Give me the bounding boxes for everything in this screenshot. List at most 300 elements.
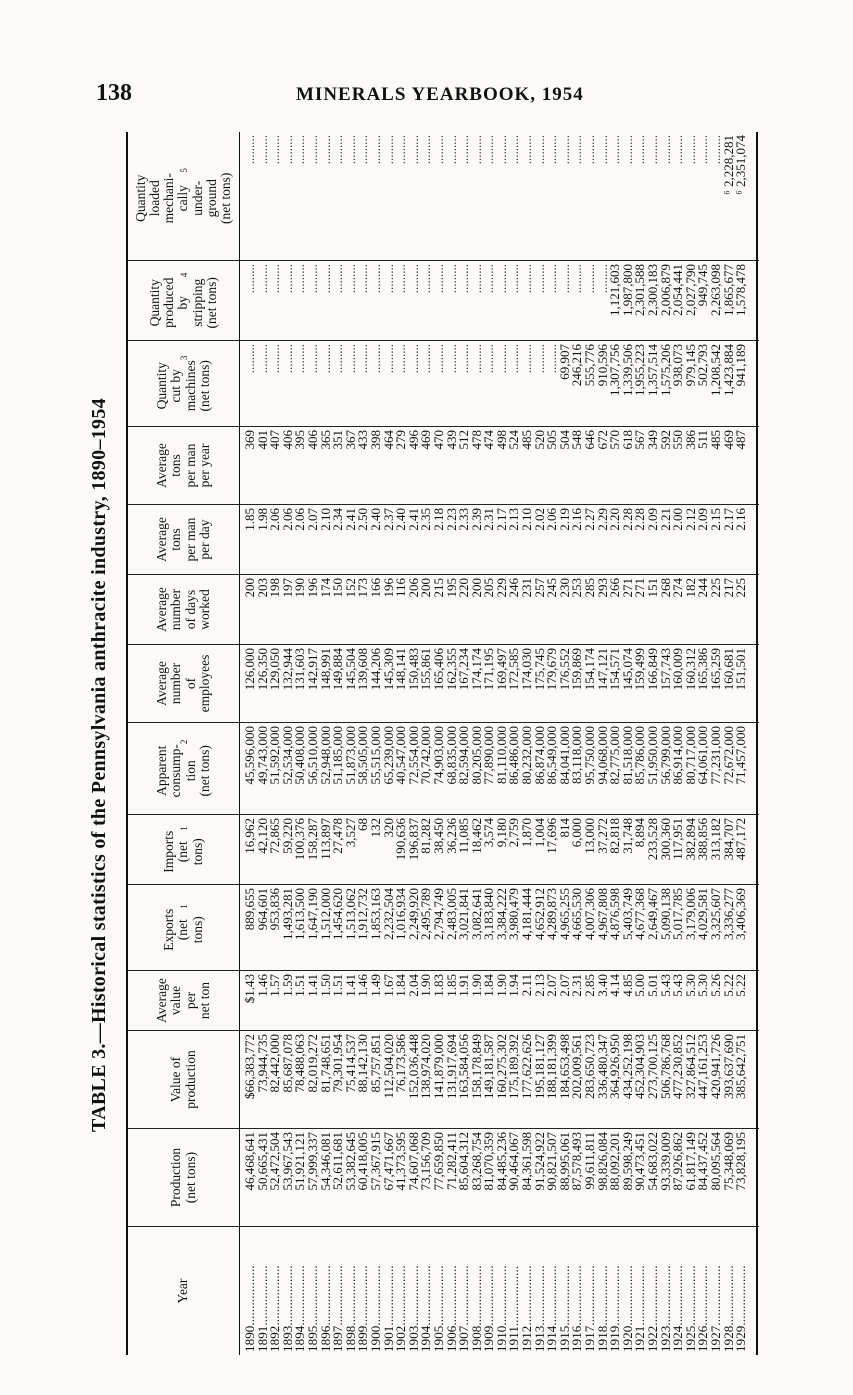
table-cell: 84,437,452 bbox=[695, 1132, 711, 1191]
table-cell: 1.90 bbox=[468, 974, 484, 997]
table-cell: 81,518,000 bbox=[619, 726, 635, 785]
table-cell: 166,849 bbox=[645, 648, 660, 691]
table-cell: 2.09 bbox=[645, 508, 660, 531]
table-cell: 73,156,709 bbox=[418, 1132, 434, 1191]
table-cell: 158,178,849 bbox=[468, 1034, 484, 1099]
table-cell: 50,665,431 bbox=[254, 1132, 270, 1191]
table-cell: 2.06 bbox=[267, 508, 283, 531]
table-cell: 196 bbox=[380, 578, 396, 598]
table-cell: ......... bbox=[418, 135, 434, 165]
table-cell: 154,174 bbox=[582, 648, 598, 691]
table-cell: 384,707 bbox=[720, 818, 736, 861]
table-cell: 2.29 bbox=[594, 508, 610, 531]
table-cell: 205 bbox=[481, 578, 497, 598]
table-cell: ......... bbox=[393, 135, 409, 165]
table-cell: 2.00 bbox=[670, 508, 686, 531]
table-cell: 253 bbox=[569, 578, 585, 598]
table-cell: 447,161,253 bbox=[695, 1034, 711, 1099]
table-cell: ......... bbox=[355, 264, 371, 294]
table-cell: ......... bbox=[582, 264, 598, 294]
table-cell: 77,659,850 bbox=[430, 1132, 446, 1191]
table-cell: 388,856 bbox=[695, 818, 711, 861]
table-cell: 80,095,564 bbox=[707, 1132, 723, 1191]
column-header-label: Quantity loaded mechani- cally under- ground (net tons) bbox=[132, 172, 233, 224]
table-cell: 4,677,368 bbox=[632, 888, 648, 940]
column-header bbox=[128, 575, 239, 645]
table-cell: 2.23 bbox=[443, 508, 459, 531]
table-cell: 116 bbox=[393, 578, 409, 598]
table-cell: ......... bbox=[267, 135, 283, 165]
column-header-label: Average tons per man per day bbox=[154, 517, 212, 562]
table-cell: 90,464,067 bbox=[506, 1132, 522, 1191]
table-cell: 93,339,009 bbox=[657, 1132, 673, 1191]
table-cell: ......... bbox=[519, 344, 535, 374]
table-cell: ......... bbox=[380, 264, 396, 294]
year-cell: 1896.................. bbox=[317, 1265, 333, 1352]
table-cell: ......... bbox=[405, 264, 421, 294]
table-cell: 174 bbox=[317, 578, 333, 598]
table-cell: 60,418,005 bbox=[355, 1132, 371, 1191]
column-header: Apparent consump- tion (net tons) 2 bbox=[128, 723, 239, 815]
year-cell: 1890.................. bbox=[242, 1265, 257, 1352]
table-cell: 283,650,723 bbox=[582, 1034, 598, 1099]
table-cell: 85,757,851 bbox=[367, 1034, 383, 1093]
table-cell: 175,745 bbox=[531, 648, 547, 691]
table-cell: 165,406 bbox=[430, 648, 446, 691]
table-cell: 406 bbox=[279, 430, 295, 450]
table-column bbox=[240, 427, 759, 505]
table-cell: 1.98 bbox=[254, 508, 270, 531]
table-cell: ......... bbox=[317, 135, 333, 165]
table-cell: 13,000 bbox=[582, 818, 598, 854]
year-cell: 1891.................. bbox=[254, 1265, 270, 1352]
table-cell: 1.67 bbox=[380, 974, 396, 997]
table-cell: 1,987,800 bbox=[619, 264, 635, 316]
table-cell: 2.17 bbox=[493, 508, 509, 531]
table-cell: 131,917,694 bbox=[443, 1034, 459, 1099]
table-cell: 165,259 bbox=[707, 648, 723, 691]
table-cell: 167,234 bbox=[456, 648, 472, 691]
table-cell: 1,423,884 bbox=[720, 344, 736, 396]
year-cell: 1920.................. bbox=[619, 1265, 635, 1352]
table-cell: ......... bbox=[481, 344, 497, 374]
table-cell: 567 bbox=[632, 430, 648, 450]
table-cell: 52,948,000 bbox=[317, 726, 333, 785]
table-cell: 71,282,411 bbox=[443, 1132, 459, 1191]
year-cell: 1921.................. bbox=[632, 1265, 648, 1352]
table-cell: 2.37 bbox=[380, 508, 396, 531]
table-cell: 2.31 bbox=[569, 974, 585, 997]
table-cell: ......... bbox=[292, 264, 308, 294]
table-cell: ......... bbox=[292, 344, 308, 374]
table-cell: 434,252,198 bbox=[619, 1034, 635, 1099]
table-cell: ......... bbox=[506, 135, 522, 165]
table-cell: 1,870 bbox=[519, 818, 535, 848]
table-cell: 151,501 bbox=[733, 648, 749, 691]
table-cell: ......... bbox=[468, 344, 484, 374]
table-cell: 54,683,022 bbox=[645, 1132, 660, 1191]
column-header: Imports (net tons) 1 bbox=[128, 815, 239, 885]
table-cell: 88,995,061 bbox=[556, 1132, 572, 1191]
table-cell: ......... bbox=[393, 264, 409, 294]
table-cell: 77,890,000 bbox=[481, 726, 497, 785]
table-cell: 145,074 bbox=[619, 648, 635, 691]
table-cell: 2.21 bbox=[657, 508, 673, 531]
table-cell: ......... bbox=[519, 135, 535, 165]
table-cell: 550 bbox=[670, 430, 686, 450]
table-cell: 184,653,498 bbox=[556, 1034, 572, 1099]
table-cell: 3,574 bbox=[481, 818, 497, 848]
table-cell: ......... bbox=[367, 135, 383, 165]
table-cell: 144,206 bbox=[367, 648, 383, 691]
table-cell: 3,384,222 bbox=[493, 888, 509, 940]
table-cell: 1,307,756 bbox=[607, 344, 623, 396]
table-cell: ......... bbox=[267, 264, 283, 294]
table-cell: ......... bbox=[594, 135, 610, 165]
year-cell: 1895.................. bbox=[304, 1265, 320, 1352]
table-cell: 5,090,138 bbox=[657, 888, 673, 940]
table-cell: ......... bbox=[632, 135, 648, 165]
table-cell: 941,189 bbox=[733, 344, 749, 387]
table-cell: ......... bbox=[342, 264, 358, 294]
table-cell: 73,944,735 bbox=[254, 1034, 270, 1093]
table-cell: ......... bbox=[468, 264, 484, 294]
table-cell: ......... bbox=[707, 135, 723, 165]
table-cell: 61,817,149 bbox=[682, 1132, 698, 1191]
table-cell: 401 bbox=[254, 430, 270, 450]
table-cell: 51,873,000 bbox=[342, 726, 358, 785]
table-cell: ......... bbox=[519, 264, 535, 294]
table-cell: 72,672,000 bbox=[720, 726, 736, 785]
table-cell: 979,145 bbox=[682, 344, 698, 387]
table-cell: 84,041,000 bbox=[556, 726, 572, 785]
table-column bbox=[240, 261, 759, 341]
table-cell: 313,182 bbox=[707, 818, 723, 861]
table-cell: ......... bbox=[657, 135, 673, 165]
table-cell: 524 bbox=[506, 430, 522, 450]
table-cell: 266 bbox=[607, 578, 623, 598]
table-cell: 327,864,512 bbox=[682, 1034, 698, 1099]
table-cell: 1.50 bbox=[317, 974, 333, 997]
table-cell: 160,275,302 bbox=[493, 1034, 509, 1099]
table-cell: 367 bbox=[342, 430, 358, 450]
table-cell: 203 bbox=[254, 578, 270, 598]
table-column bbox=[240, 575, 759, 645]
table-cell: $66,383,772 bbox=[242, 1034, 257, 1099]
table-cell: 478 bbox=[468, 430, 484, 450]
table-cell: 4,652,912 bbox=[531, 888, 547, 940]
table-cell: 177,622,626 bbox=[519, 1034, 535, 1099]
table-cell: 200 bbox=[242, 578, 257, 598]
table-cell: ......... bbox=[279, 264, 295, 294]
table-cell: 2,759 bbox=[506, 818, 522, 848]
table-cell: 142,917 bbox=[304, 648, 320, 691]
table-cell: 464 bbox=[380, 430, 396, 450]
table-cell: 496 bbox=[405, 430, 421, 450]
table-cell: 4,665,530 bbox=[569, 888, 585, 940]
table-cell: 2.27 bbox=[582, 508, 598, 531]
table-cell: 949,745 bbox=[695, 264, 711, 307]
year-cell: 1919.................. bbox=[607, 1265, 623, 1352]
year-cell: 1911.................. bbox=[506, 1265, 522, 1352]
column-header-label: Quantity produced by stripping (net tons) bbox=[147, 277, 219, 329]
table-cell: 5.43 bbox=[670, 974, 686, 997]
table-cell: 2.12 bbox=[682, 508, 698, 531]
table-cell: 87,926,862 bbox=[670, 1132, 686, 1191]
table-cell: 2.16 bbox=[569, 508, 585, 531]
table-cell: 1,513,062 bbox=[342, 888, 358, 940]
year-cell: 1899.................. bbox=[355, 1265, 371, 1352]
table-cell: 452,304,903 bbox=[632, 1034, 648, 1099]
table-cell: 46,468,641 bbox=[242, 1132, 257, 1191]
table-cell: 68 bbox=[355, 818, 371, 831]
table-cell: 382,894 bbox=[682, 818, 698, 861]
table-cell: 141,879,000 bbox=[430, 1034, 446, 1099]
table-cell: 86,914,000 bbox=[670, 726, 686, 785]
table-cell: 406 bbox=[304, 430, 320, 450]
year-cell: 1893.................. bbox=[279, 1265, 295, 1352]
table-cell: 5.43 bbox=[657, 974, 673, 997]
table-cell: ......... bbox=[304, 344, 320, 374]
table-cell: 1.41 bbox=[342, 974, 358, 997]
table-cell: 5.00 bbox=[632, 974, 648, 997]
table-cell: 78,488,063 bbox=[292, 1034, 308, 1093]
table-cell: 511 bbox=[695, 430, 711, 450]
table-cell: 42,120 bbox=[254, 818, 270, 854]
table-cell: 386 bbox=[682, 430, 698, 450]
column-header-label: Value of production bbox=[168, 1050, 198, 1109]
table-cell: 433 bbox=[355, 430, 371, 450]
table-cell: 159,869 bbox=[569, 648, 585, 691]
table-cell: 1,578,478 bbox=[733, 264, 749, 316]
table-cell: 246,216 bbox=[569, 344, 585, 387]
year-cell: 1923.................. bbox=[657, 1265, 673, 1352]
table-cell: 91,524,922 bbox=[531, 1132, 547, 1191]
table-cell: 469 bbox=[720, 430, 736, 450]
table-cell: 80,717,000 bbox=[682, 726, 698, 785]
year-cell: 1906.................. bbox=[443, 1265, 459, 1352]
table-cell: 85,604,312 bbox=[456, 1132, 472, 1191]
table-cell: ......... bbox=[443, 344, 459, 374]
column-header-label: Quantity cut by machines (net tons) bbox=[154, 360, 212, 412]
table-cell: 2.02 bbox=[531, 508, 547, 531]
table-cell: 88,142,130 bbox=[355, 1034, 371, 1093]
table-cell: 244 bbox=[695, 578, 711, 598]
table-cell: 74,607,068 bbox=[405, 1132, 421, 1191]
table-cell: 198 bbox=[267, 578, 283, 598]
table-cell: 5.22 bbox=[733, 974, 749, 997]
table-cell: 2,300,183 bbox=[645, 264, 660, 316]
table-cell: 132 bbox=[367, 818, 383, 838]
table-cell: ⁶ 2,351,074 bbox=[733, 135, 749, 195]
table-cell: 31,748 bbox=[619, 818, 635, 854]
table-cell: 5.30 bbox=[695, 974, 711, 997]
table-cell: 160,009 bbox=[670, 648, 686, 691]
table-cell: 40,547,000 bbox=[393, 726, 409, 785]
table-cell: 2,232,504 bbox=[380, 888, 396, 940]
table-cell: 72,554,000 bbox=[405, 726, 421, 785]
table-cell: 55,515,000 bbox=[367, 726, 383, 785]
year-cell: 1913.................. bbox=[531, 1265, 547, 1352]
table-cell: 200 bbox=[468, 578, 484, 598]
table-cell: 1.90 bbox=[418, 974, 434, 997]
table-cell: ......... bbox=[418, 344, 434, 374]
table-cell: ......... bbox=[544, 135, 560, 165]
year-cell: 1926.................. bbox=[695, 1265, 711, 1352]
table-cell: 2.10 bbox=[317, 508, 333, 531]
table-cell: 38,450 bbox=[430, 818, 446, 854]
table-cell: ......... bbox=[355, 135, 371, 165]
table-column bbox=[240, 132, 759, 261]
table-cell: 229 bbox=[493, 578, 509, 598]
table-cell: 131,603 bbox=[292, 648, 308, 691]
year-cell: 1901.................. bbox=[380, 1265, 396, 1352]
table-cell: ......... bbox=[242, 264, 257, 294]
table-cell: 349 bbox=[645, 430, 660, 450]
table-cell: 385,642,751 bbox=[733, 1034, 749, 1099]
table-cell: 147,121 bbox=[594, 648, 610, 691]
table-cell: 75,414,537 bbox=[342, 1034, 358, 1093]
year-cell: 1907.................. bbox=[456, 1265, 472, 1352]
table-cell: 151 bbox=[645, 578, 660, 598]
table-cell: ......... bbox=[242, 344, 257, 374]
table-cell: 2.07 bbox=[304, 508, 320, 531]
table-cell: ......... bbox=[493, 135, 509, 165]
table-cell: ......... bbox=[254, 135, 270, 165]
table-cell: 149,884 bbox=[330, 648, 346, 691]
statistics-table bbox=[126, 132, 759, 1355]
table-cell: 159,499 bbox=[632, 648, 648, 691]
table-cell: 1,454,620 bbox=[330, 888, 346, 940]
table-cell: 80,205,000 bbox=[468, 726, 484, 785]
table-cell: 548 bbox=[569, 430, 585, 450]
page-number: 138 bbox=[96, 80, 132, 106]
table-cell: 889,655 bbox=[242, 888, 257, 931]
table-cell: 3,406,369 bbox=[733, 888, 749, 940]
table-cell: 57,367,915 bbox=[367, 1132, 383, 1191]
table-cell: 279 bbox=[393, 430, 409, 450]
year-cell: 1905.................. bbox=[430, 1265, 446, 1352]
table-cell: 2.07 bbox=[556, 974, 572, 997]
table-cell: 477,230,852 bbox=[670, 1034, 686, 1099]
table-cell: 17,696 bbox=[544, 818, 560, 854]
table-cell: 75,348,069 bbox=[720, 1132, 736, 1191]
table-cell: 2,301,588 bbox=[632, 264, 648, 316]
table-cell: 87,578,493 bbox=[569, 1132, 585, 1191]
table-cell: 4,029,581 bbox=[695, 888, 711, 940]
table-cell: ......... bbox=[367, 344, 383, 374]
table-cell: 498 bbox=[493, 430, 509, 450]
table-cell: 1.84 bbox=[393, 974, 409, 997]
year-cell: 1924.................. bbox=[670, 1265, 686, 1352]
table-cell: 268 bbox=[657, 578, 673, 598]
table-cell: 165,386 bbox=[695, 648, 711, 691]
table-cell: 505 bbox=[544, 430, 560, 450]
table-cell: ......... bbox=[254, 264, 270, 294]
table-cell: 485 bbox=[707, 430, 723, 450]
table-cell: 1,955,223 bbox=[632, 344, 648, 396]
table-cell: 814 bbox=[556, 818, 572, 838]
column-header: Quantity loaded mechani- cally under- ground (net tons) 5 bbox=[128, 132, 239, 261]
column-header-label: Average value per net ton bbox=[154, 978, 212, 1023]
table-cell: 95,750,000 bbox=[582, 726, 598, 785]
table-cell: 1,647,190 bbox=[304, 888, 320, 940]
table-cell: 2.34 bbox=[330, 508, 346, 531]
table-cell: 320 bbox=[380, 818, 396, 838]
table-cell: 395 bbox=[292, 430, 308, 450]
table-column bbox=[240, 723, 759, 815]
table-cell: 173 bbox=[355, 578, 371, 598]
year-cell: 1916.................. bbox=[569, 1265, 585, 1352]
table-cell: 89,598,249 bbox=[619, 1132, 635, 1191]
table-cell: 672 bbox=[594, 430, 610, 450]
table-cell: ......... bbox=[569, 135, 585, 165]
table-cell: ......... bbox=[544, 264, 560, 294]
table-cell: 82,594,000 bbox=[456, 726, 472, 785]
table-cell: 953,836 bbox=[267, 888, 283, 931]
table-cell: 2,495,789 bbox=[418, 888, 434, 940]
table-cell: 1.85 bbox=[443, 974, 459, 997]
table-cell: 145,309 bbox=[380, 648, 396, 691]
table-cell: 4.85 bbox=[619, 974, 635, 997]
table-cell: 1,613,500 bbox=[292, 888, 308, 940]
table-cell: ......... bbox=[506, 344, 522, 374]
table-cell: 90,821,507 bbox=[544, 1132, 560, 1191]
table-cell: 1,339,506 bbox=[619, 344, 635, 396]
table-cell: 2,249,920 bbox=[405, 888, 421, 940]
year-cell: 1922.................. bbox=[645, 1265, 660, 1352]
table-cell: 4,181,444 bbox=[519, 888, 535, 940]
table-cell: 82,019,272 bbox=[304, 1034, 320, 1093]
table-cell: 163,584,056 bbox=[456, 1034, 472, 1099]
table-cell: 88,092,201 bbox=[607, 1132, 623, 1191]
table-cell: 86,486,000 bbox=[506, 726, 522, 785]
table-cell: 2,483,005 bbox=[443, 888, 459, 940]
table-cell: 83,268,754 bbox=[468, 1132, 484, 1191]
table-body bbox=[240, 132, 759, 1355]
table-cell: ......... bbox=[493, 344, 509, 374]
table-cell: 84,361,598 bbox=[519, 1132, 535, 1191]
year-cell: 1894.................. bbox=[292, 1265, 308, 1352]
table-cell: 53,967,543 bbox=[279, 1132, 295, 1191]
table-cell: ......... bbox=[670, 135, 686, 165]
table-cell: 148,141 bbox=[393, 648, 409, 691]
table-cell: 293 bbox=[594, 578, 610, 598]
table-cell: 182 bbox=[682, 578, 698, 598]
table-cell: 487,172 bbox=[733, 818, 749, 861]
table-cell: 3,179,006 bbox=[682, 888, 698, 940]
table-cell: ......... bbox=[443, 264, 459, 294]
table-cell: 132,944 bbox=[279, 648, 295, 691]
table-cell: 4,007,306 bbox=[582, 888, 598, 940]
table-cell: 502,793 bbox=[695, 344, 711, 387]
year-cell: 1900.................. bbox=[367, 1265, 383, 1352]
table-cell: ......... bbox=[254, 344, 270, 374]
table-cell: ⁶ 2,228,281 bbox=[720, 135, 736, 195]
table-cell: 27,478 bbox=[330, 818, 346, 854]
rotated-table-region bbox=[88, 100, 763, 1395]
column-header bbox=[128, 505, 239, 575]
table-cell: 72,865 bbox=[267, 818, 283, 854]
table-cell: 393,637,690 bbox=[720, 1034, 736, 1099]
table-cell: 2.19 bbox=[556, 508, 572, 531]
table-cell: 70,742,000 bbox=[418, 726, 434, 785]
table-cell: ......... bbox=[405, 344, 421, 374]
table-cell: 2.07 bbox=[544, 974, 560, 997]
table-cell: 206 bbox=[405, 578, 421, 598]
table-cell: 154,571 bbox=[607, 648, 623, 691]
table-cell: 1.91 bbox=[456, 974, 472, 997]
